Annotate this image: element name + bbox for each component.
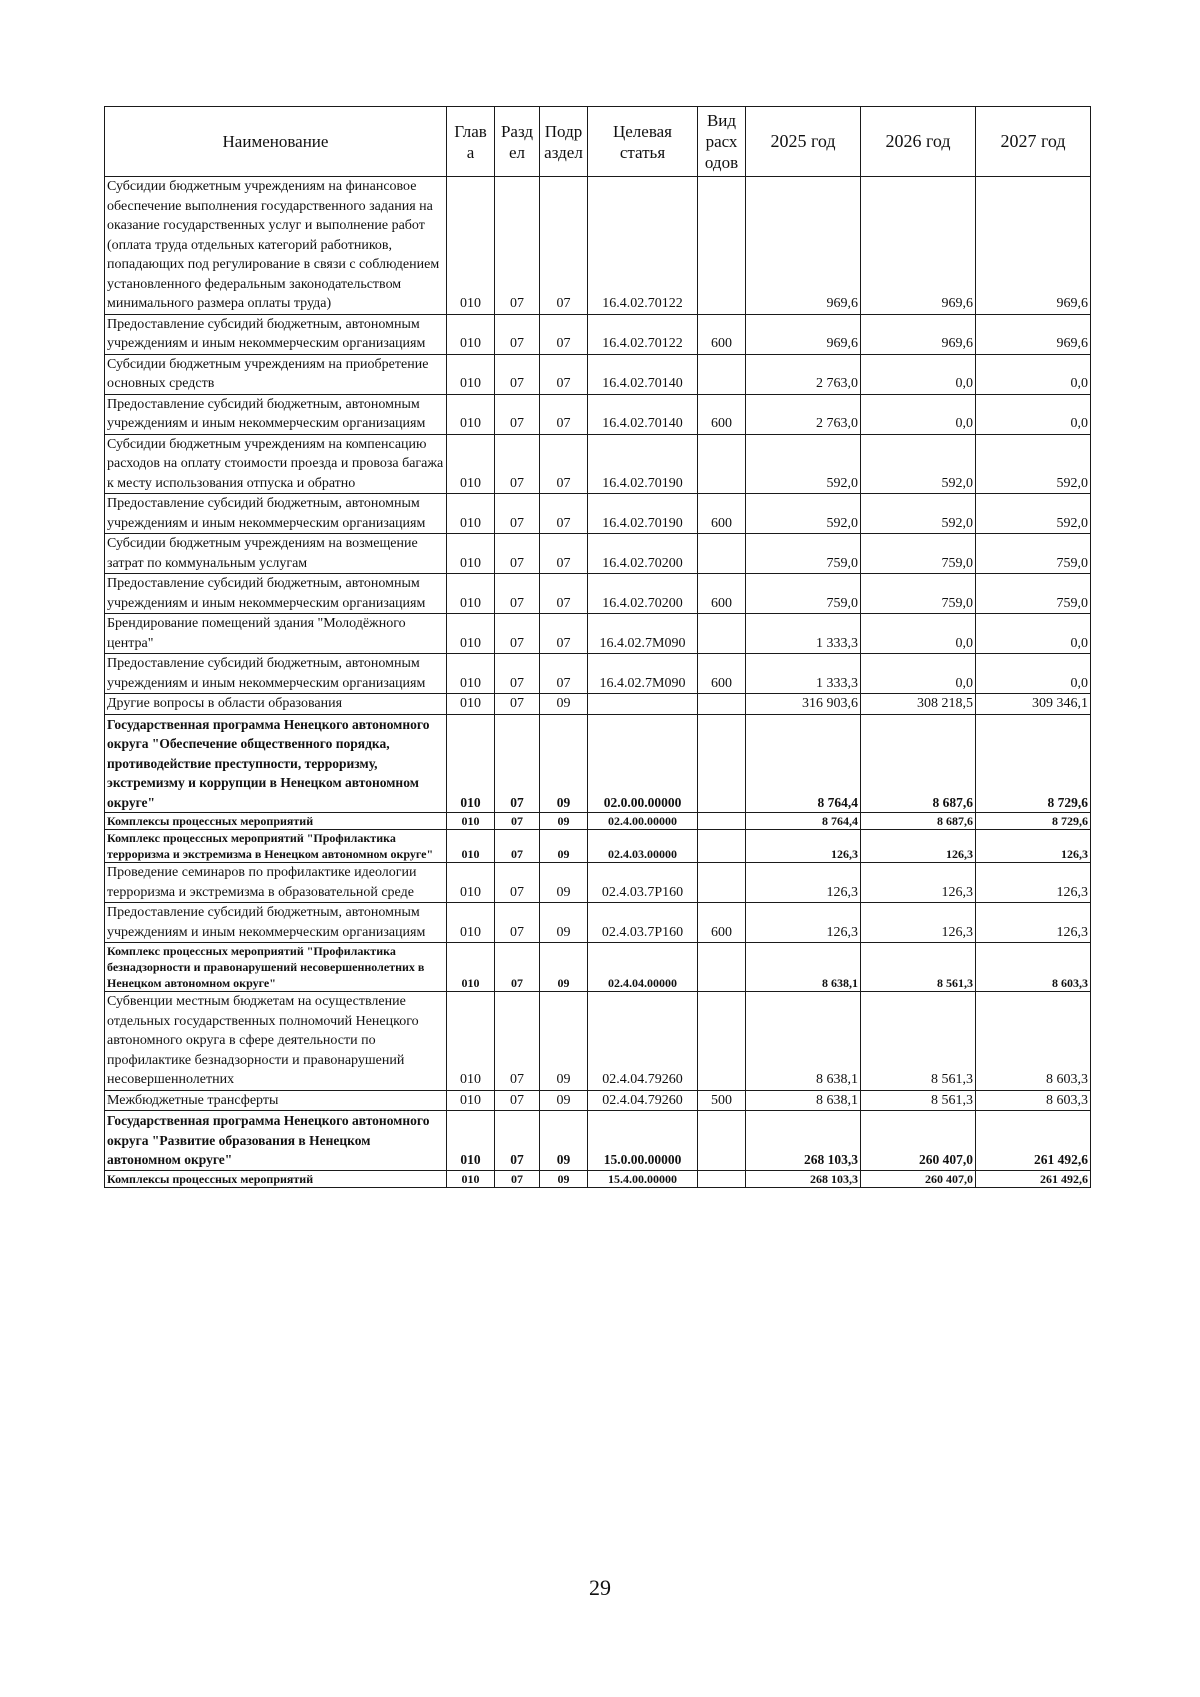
row-name: Государственная программа Ненецкого автономного округа "Развитие образования в Ненецком автономном округе"	[105, 1111, 447, 1171]
row-name: Брендирование помещений здания "Молодёжного центра"	[105, 614, 447, 654]
row-value-2027: 0,0	[976, 394, 1091, 434]
row-value-2027: 8 603,3	[976, 943, 1091, 992]
row-razdel: 07	[495, 1170, 540, 1187]
row-target-article: 02.4.03.7Р160	[588, 903, 698, 943]
row-glava: 010	[447, 813, 495, 830]
row-name: Комплексы процессных мероприятий	[105, 1170, 447, 1187]
row-target-article: 16.4.02.70200	[588, 534, 698, 574]
row-name: Другие вопросы в области образования	[105, 694, 447, 715]
row-podrazdel: 09	[540, 992, 588, 1091]
row-value-2026: 969,6	[861, 177, 976, 315]
row-target-article	[588, 694, 698, 715]
row-value-2026: 8 687,6	[861, 714, 976, 813]
row-glava: 010	[447, 943, 495, 992]
row-target-article: 16.4.02.70122	[588, 177, 698, 315]
row-razdel: 07	[495, 654, 540, 694]
row-expense-type: 600	[698, 574, 746, 614]
row-razdel: 07	[495, 534, 540, 574]
row-target-article: 16.4.02.70140	[588, 354, 698, 394]
row-razdel: 07	[495, 1090, 540, 1111]
row-value-2025: 126,3	[746, 863, 861, 903]
table-row	[105, 354, 1091, 394]
row-glava: 010	[447, 1111, 495, 1171]
table-row	[105, 863, 1091, 903]
row-podrazdel: 09	[540, 903, 588, 943]
row-name: Межбюджетные трансферты	[105, 1090, 447, 1111]
row-expense-type	[698, 830, 746, 863]
row-value-2027: 8 729,6	[976, 714, 1091, 813]
row-glava: 010	[447, 1170, 495, 1187]
row-value-2027: 592,0	[976, 494, 1091, 534]
row-expense-type	[698, 1111, 746, 1171]
row-name: Субсидии бюджетным учреждениям на финансовое обеспечение выполнения государственного задания на оказание государственных услуг и выполнение работ (оплата труда отдельных категорий работников, попадающих под регулирование в связи с соблюдением установленного федеральным законодательством минимального размера оплаты труда)	[105, 177, 447, 315]
row-target-article: 02.4.00.00000	[588, 813, 698, 830]
row-value-2026: 592,0	[861, 434, 976, 494]
row-target-article: 02.0.00.00000	[588, 714, 698, 813]
row-podrazdel: 07	[540, 314, 588, 354]
row-name: Комплексы процессных мероприятий	[105, 813, 447, 830]
row-glava: 010	[447, 574, 495, 614]
header-name: Наименование	[105, 107, 447, 177]
table-row	[105, 394, 1091, 434]
row-target-article: 15.4.00.00000	[588, 1170, 698, 1187]
row-value-2027: 0,0	[976, 614, 1091, 654]
header-razdel: Разд ел	[495, 107, 540, 177]
row-glava: 010	[447, 654, 495, 694]
row-glava: 010	[447, 314, 495, 354]
row-expense-type: 500	[698, 1090, 746, 1111]
header-row	[105, 107, 1091, 177]
budget-table	[104, 106, 1091, 1188]
table-row	[105, 1090, 1091, 1111]
table-row	[105, 813, 1091, 830]
row-value-2025: 126,3	[746, 830, 861, 863]
row-value-2026: 308 218,5	[861, 694, 976, 715]
row-value-2026: 126,3	[861, 903, 976, 943]
row-podrazdel: 07	[540, 434, 588, 494]
row-glava: 010	[447, 863, 495, 903]
row-value-2026: 260 407,0	[861, 1111, 976, 1171]
row-expense-type: 600	[698, 654, 746, 694]
row-value-2025: 2 763,0	[746, 394, 861, 434]
row-name: Субсидии бюджетным учреждениям на возмещение затрат по коммунальным услугам	[105, 534, 447, 574]
row-value-2027: 126,3	[976, 903, 1091, 943]
row-value-2027: 309 346,1	[976, 694, 1091, 715]
row-name: Субсидии бюджетным учреждениям на компенсацию расходов на оплату стоимости проезда и провоза багажа к месту использования отпуска и обратно	[105, 434, 447, 494]
row-expense-type	[698, 177, 746, 315]
row-podrazdel: 07	[540, 354, 588, 394]
row-razdel: 07	[495, 903, 540, 943]
row-value-2025: 8 638,1	[746, 1090, 861, 1111]
row-expense-type	[698, 354, 746, 394]
row-podrazdel: 07	[540, 654, 588, 694]
row-glava: 010	[447, 394, 495, 434]
row-razdel: 07	[495, 394, 540, 434]
row-podrazdel: 09	[540, 1090, 588, 1111]
row-target-article: 16.4.02.70190	[588, 494, 698, 534]
row-expense-type	[698, 813, 746, 830]
row-value-2026: 0,0	[861, 654, 976, 694]
row-expense-type	[698, 434, 746, 494]
row-target-article: 15.0.00.00000	[588, 1111, 698, 1171]
table-row	[105, 694, 1091, 715]
row-value-2026: 592,0	[861, 494, 976, 534]
table-row	[105, 1111, 1091, 1171]
row-expense-type: 600	[698, 903, 746, 943]
row-glava: 010	[447, 354, 495, 394]
row-expense-type: 600	[698, 394, 746, 434]
table-row	[105, 943, 1091, 992]
row-value-2027: 126,3	[976, 830, 1091, 863]
row-target-article: 16.4.02.70122	[588, 314, 698, 354]
row-glava: 010	[447, 434, 495, 494]
row-target-article: 02.4.03.00000	[588, 830, 698, 863]
row-razdel: 07	[495, 574, 540, 614]
row-name: Государственная программа Ненецкого автономного округа "Обеспечение общественного порядка, противодействие преступности, терроризму, экстремизму и коррупции в Ненецком автономном округе"	[105, 714, 447, 813]
table-row	[105, 614, 1091, 654]
row-value-2027: 261 492,6	[976, 1111, 1091, 1171]
row-value-2027: 759,0	[976, 574, 1091, 614]
row-value-2025: 969,6	[746, 314, 861, 354]
header-year-2027: 2027 год	[976, 107, 1091, 177]
page-number: 29	[589, 1575, 611, 1600]
row-name: Комплекс процессных мероприятий "Профилактика терроризма и экстремизма в Ненецком автономном округе"	[105, 830, 447, 863]
row-target-article: 16.4.02.7М090	[588, 614, 698, 654]
row-value-2026: 8 687,6	[861, 813, 976, 830]
row-glava: 010	[447, 714, 495, 813]
row-target-article: 16.4.02.70140	[588, 394, 698, 434]
row-value-2026: 759,0	[861, 574, 976, 614]
row-value-2027: 8 729,6	[976, 813, 1091, 830]
row-value-2025: 268 103,3	[746, 1170, 861, 1187]
row-podrazdel: 09	[540, 1111, 588, 1171]
row-razdel: 07	[495, 863, 540, 903]
table-row	[105, 434, 1091, 494]
row-value-2025: 1 333,3	[746, 614, 861, 654]
row-value-2026: 0,0	[861, 394, 976, 434]
row-value-2025: 2 763,0	[746, 354, 861, 394]
row-name: Проведение семинаров по профилактике идеологии терроризма и экстремизма в образовательной среде	[105, 863, 447, 903]
row-expense-type	[698, 863, 746, 903]
row-value-2027: 8 603,3	[976, 992, 1091, 1091]
row-value-2025: 8 638,1	[746, 992, 861, 1091]
row-name: Предоставление субсидий бюджетным, автономным учреждениям и иным некоммерческим организациям	[105, 494, 447, 534]
row-value-2026: 969,6	[861, 314, 976, 354]
row-value-2025: 8 764,4	[746, 714, 861, 813]
row-value-2027: 969,6	[976, 314, 1091, 354]
row-expense-type: 600	[698, 314, 746, 354]
row-expense-type: 600	[698, 494, 746, 534]
table-row	[105, 1170, 1091, 1187]
row-razdel: 07	[495, 694, 540, 715]
row-razdel: 07	[495, 830, 540, 863]
row-value-2027: 0,0	[976, 354, 1091, 394]
row-glava: 010	[447, 177, 495, 315]
row-target-article: 02.4.04.00000	[588, 943, 698, 992]
row-podrazdel: 07	[540, 574, 588, 614]
row-value-2026: 759,0	[861, 534, 976, 574]
row-glava: 010	[447, 903, 495, 943]
table-row	[105, 903, 1091, 943]
row-value-2026: 8 561,3	[861, 943, 976, 992]
row-expense-type	[698, 1170, 746, 1187]
row-podrazdel: 09	[540, 813, 588, 830]
row-expense-type	[698, 992, 746, 1091]
row-podrazdel: 07	[540, 177, 588, 315]
header-glava: Глав а	[447, 107, 495, 177]
row-value-2026: 126,3	[861, 863, 976, 903]
row-value-2027: 0,0	[976, 654, 1091, 694]
row-value-2025: 969,6	[746, 177, 861, 315]
table-row	[105, 654, 1091, 694]
row-razdel: 07	[495, 314, 540, 354]
row-glava: 010	[447, 992, 495, 1091]
row-name: Предоставление субсидий бюджетным, автономным учреждениям и иным некоммерческим организациям	[105, 574, 447, 614]
row-value-2025: 268 103,3	[746, 1111, 861, 1171]
row-podrazdel: 09	[540, 863, 588, 903]
row-value-2027: 592,0	[976, 434, 1091, 494]
row-name: Предоставление субсидий бюджетным, автономным учреждениям и иным некоммерческим организациям	[105, 314, 447, 354]
row-value-2025: 592,0	[746, 434, 861, 494]
row-value-2025: 592,0	[746, 494, 861, 534]
row-expense-type	[698, 614, 746, 654]
row-value-2026: 0,0	[861, 614, 976, 654]
row-value-2025: 8 764,4	[746, 813, 861, 830]
row-value-2026: 0,0	[861, 354, 976, 394]
row-value-2026: 126,3	[861, 830, 976, 863]
row-target-article: 02.4.04.79260	[588, 992, 698, 1091]
row-podrazdel: 07	[540, 534, 588, 574]
table-row	[105, 830, 1091, 863]
row-name: Комплекс процессных мероприятий "Профилактика безнадзорности и правонарушений несовершеннолетних в Ненецком автономном округе"	[105, 943, 447, 992]
row-podrazdel: 07	[540, 394, 588, 434]
row-value-2027: 261 492,6	[976, 1170, 1091, 1187]
row-name: Предоставление субсидий бюджетным, автономным учреждениям и иным некоммерческим организациям	[105, 394, 447, 434]
row-expense-type	[698, 534, 746, 574]
row-podrazdel: 07	[540, 494, 588, 534]
row-podrazdel: 09	[540, 830, 588, 863]
table-row	[105, 494, 1091, 534]
row-value-2026: 8 561,3	[861, 1090, 976, 1111]
table-row	[105, 177, 1091, 315]
header-expense-type: Вид расх одов	[698, 107, 746, 177]
table-row	[105, 574, 1091, 614]
row-value-2026: 260 407,0	[861, 1170, 976, 1187]
row-value-2027: 126,3	[976, 863, 1091, 903]
row-glava: 010	[447, 614, 495, 654]
row-razdel: 07	[495, 434, 540, 494]
row-name: Предоставление субсидий бюджетным, автономным учреждениям и иным некоммерческим организациям	[105, 654, 447, 694]
row-glava: 010	[447, 494, 495, 534]
row-name: Субвенции местным бюджетам на осуществление отдельных государственных полномочий Ненецкого автономного округа в сфере деятельности по профилактике безнадзорности и правонарушений несовершеннолетних	[105, 992, 447, 1091]
row-razdel: 07	[495, 992, 540, 1091]
row-razdel: 07	[495, 494, 540, 534]
row-value-2025: 1 333,3	[746, 654, 861, 694]
row-name: Предоставление субсидий бюджетным, автономным учреждениям и иным некоммерческим организациям	[105, 903, 447, 943]
row-razdel: 07	[495, 614, 540, 654]
row-razdel: 07	[495, 354, 540, 394]
row-razdel: 07	[495, 943, 540, 992]
header-podrazdel: Подр аздел	[540, 107, 588, 177]
row-value-2025: 8 638,1	[746, 943, 861, 992]
row-glava: 010	[447, 694, 495, 715]
row-value-2027: 759,0	[976, 534, 1091, 574]
row-value-2025: 316 903,6	[746, 694, 861, 715]
row-glava: 010	[447, 1090, 495, 1111]
table-row	[105, 314, 1091, 354]
row-target-article: 16.4.02.7М090	[588, 654, 698, 694]
table-row	[105, 992, 1091, 1091]
row-value-2026: 8 561,3	[861, 992, 976, 1091]
row-target-article: 16.4.02.70190	[588, 434, 698, 494]
row-podrazdel: 09	[540, 694, 588, 715]
header-year-2026: 2026 год	[861, 107, 976, 177]
row-glava: 010	[447, 534, 495, 574]
row-target-article: 02.4.04.79260	[588, 1090, 698, 1111]
table-row	[105, 714, 1091, 813]
row-razdel: 07	[495, 1111, 540, 1171]
row-target-article: 16.4.02.70200	[588, 574, 698, 614]
row-value-2025: 759,0	[746, 574, 861, 614]
row-expense-type	[698, 694, 746, 715]
row-podrazdel: 09	[540, 714, 588, 813]
row-target-article: 02.4.03.7Р160	[588, 863, 698, 903]
header-target-article: Целевая статья	[588, 107, 698, 177]
row-razdel: 07	[495, 813, 540, 830]
row-expense-type	[698, 714, 746, 813]
row-podrazdel: 09	[540, 943, 588, 992]
row-value-2025: 126,3	[746, 903, 861, 943]
row-razdel: 07	[495, 177, 540, 315]
row-podrazdel: 07	[540, 614, 588, 654]
row-name: Субсидии бюджетным учреждениям на приобретение основных средств	[105, 354, 447, 394]
row-razdel: 07	[495, 714, 540, 813]
header-year-2025: 2025 год	[746, 107, 861, 177]
row-expense-type	[698, 943, 746, 992]
table-row	[105, 534, 1091, 574]
row-glava: 010	[447, 830, 495, 863]
row-value-2025: 759,0	[746, 534, 861, 574]
row-value-2027: 8 603,3	[976, 1090, 1091, 1111]
row-value-2027: 969,6	[976, 177, 1091, 315]
row-podrazdel: 09	[540, 1170, 588, 1187]
